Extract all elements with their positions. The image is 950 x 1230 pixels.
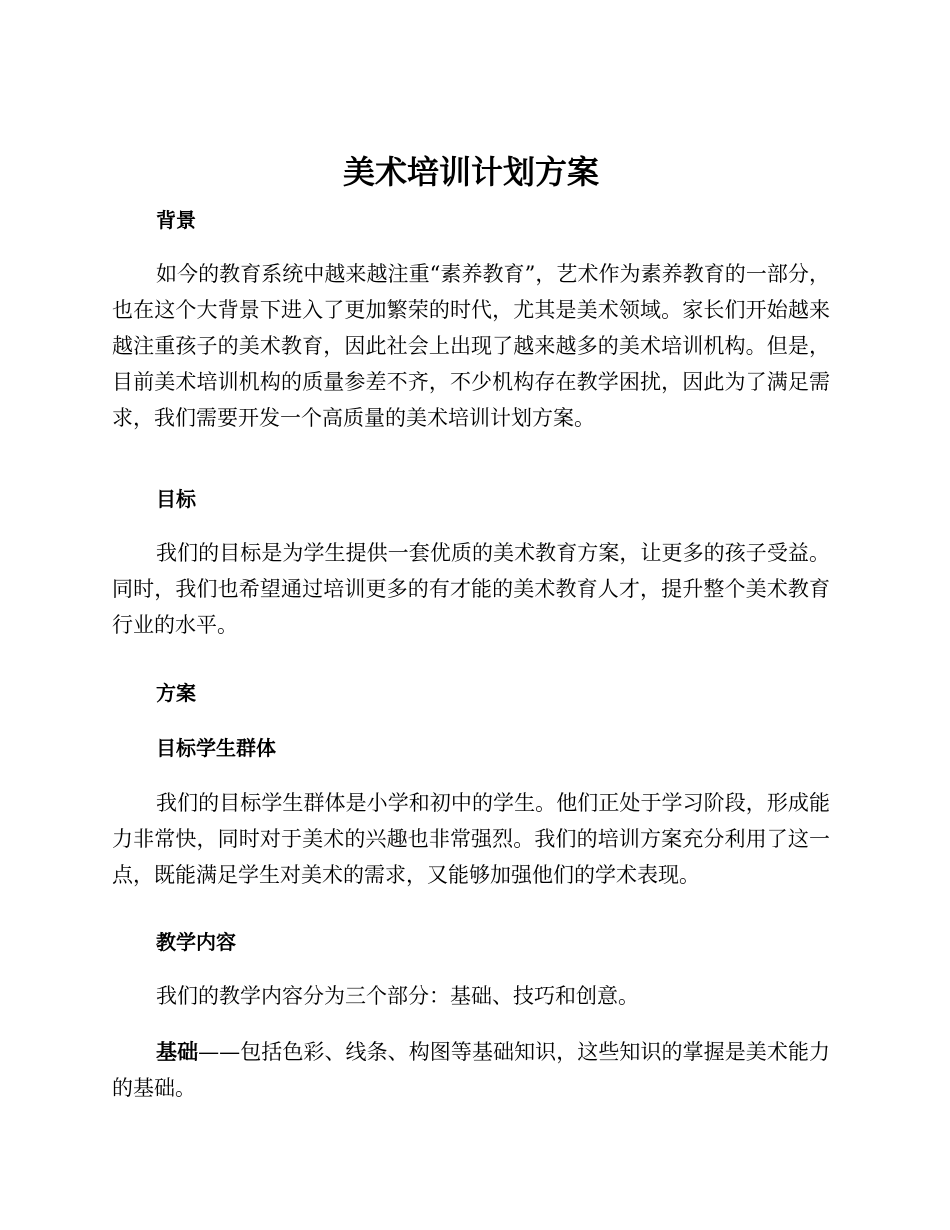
paragraph-basics [112,1034,830,1106]
basics-label: 基础 [156,1040,199,1064]
paragraph-target-group: 我们的目标学生群体是小学和初中的学生。他们正处于学习阶段，形成能力非常快，同时对于美术的兴趣也非常强烈。我们的培训方案充分利用了这一点，既能满足学生对美术的需求，又能够加强他们的学术表现。 [112,791,830,887]
section-heading-plan: 方案 [156,681,196,705]
paragraph-content: 我们的教学内容分为三个部分：基础、技巧和创意。 [156,984,639,1008]
section-heading-goal: 目标 [156,487,196,511]
basics-text: ——包括色彩、线条、构图等基础知识，这些知识的掌握是美术能力的基础。 [112,1040,831,1100]
paragraph-goal: 我们的目标是为学生提供一套优质的美术教育方案，让更多的孩子受益。同时，我们也希望通过培训更多的有才能的美术教育人才，提升整个美术教育行业的水平。 [112,541,830,637]
document-title: 美术培训计划方案 [342,153,599,191]
section-heading-background: 背景 [156,208,196,232]
paragraph-background: 如今的教育系统中越来越注重“素养教育”，艺术作为素养教育的一部分，也在这个大背景下进入了更加繁荣的时代，尤其是美术领域。家长们开始越来越注重孩子的美术教育，因此社会上出现了越来越多的美术培训机构。但是，目前美术培训机构的质量参差不齐，不少机构存在教学困扰，因此为了满足需求，我们需要开发一个高质量的美术培训计划方案。 [112,262,830,430]
section-heading-content: 教学内容 [156,930,236,954]
section-heading-target-group: 目标学生群体 [156,736,276,760]
